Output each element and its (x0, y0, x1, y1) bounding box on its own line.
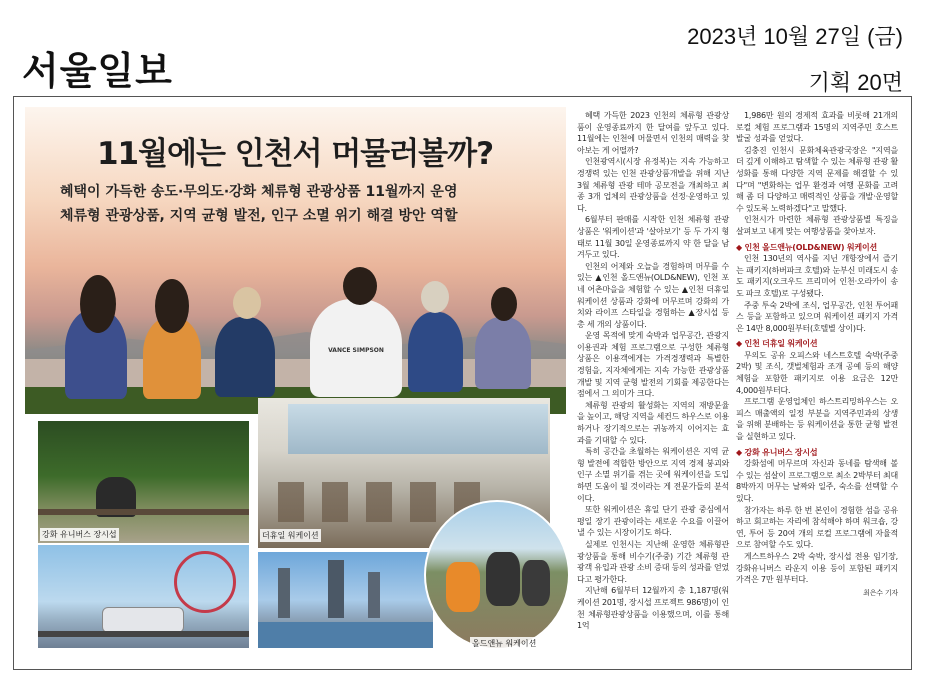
shirt-print: VANCE SIMPSON (328, 347, 384, 354)
masthead: 서울일보 (22, 49, 173, 93)
tower-3 (368, 572, 380, 618)
person-3 (215, 317, 275, 397)
byline: 최은수 기자 (863, 588, 898, 597)
tower-1 (278, 568, 290, 618)
text-column-1 (577, 110, 729, 632)
monorail (102, 607, 184, 633)
photo-ganghwa (38, 421, 249, 543)
paragraph: 운영 목적에 맞게 숙박과 업무공간, 관광지 이용권과 체험 프로그램으로 구성한 체류형 상품은 이용객에게는 가격경쟁력과 특별한 경험을, 지자체에게는 지속 가능한 관광상품 개발 및 지역 균형 발전의 기회를 제공한다는 점에서 그 의미가 크다. (577, 331, 729, 399)
subhead-line-1: 혜택이 가득한 송도·무의도·강화 체류형 관광상품 11월까지 운영 (60, 184, 458, 200)
canal (258, 622, 433, 648)
photo-oldnew (424, 500, 570, 650)
photo-city-skyline (258, 552, 433, 648)
subhead-line-2: 체류형 관광상품, 지역 균형 발전, 인구 소멸 위기 해결 방안 역할 (60, 208, 458, 224)
paragraph: 게스트하우스 2박 숙박, 장시섭 전용 임기장, 강화유니버스 라운지 이용 등이 포함된 패키지 가격은 7만 원부터다. (736, 551, 898, 585)
section-heading-deorhyu: ◆ 인천 더휴일 워케이션 (736, 339, 818, 349)
headline: 11월에는 인천서 머물러볼까? (96, 136, 494, 172)
person-1-head (80, 275, 116, 333)
paragraph: 강화섬에 머무르며 자신과 동네를 탐색해 볼 수 있는 섬살이 프로그램으로 최소 2박부터 최대 8박까지 머무는 날짜와 일주, 숙소를 선택할 수 있다. (736, 459, 898, 503)
window-sea (288, 404, 548, 454)
paragraph: 김충진 인천시 문화체육관광국장은 "지역을 더 깊게 이해하고 탐색할 수 있는 체류형 관광 활성화를 통해 다양한 지역 문제를 해결할 수 있다"며 "변화하는 업무 환경과 여행 문화를 고려해 좀 더 다양하고 매력적인 상품을 개발·운영할 수 있도록 노력하겠다"고 말했다. (736, 145, 898, 213)
tower-2 (328, 560, 344, 618)
person-4-head (343, 267, 377, 305)
worker-1 (446, 562, 480, 612)
worker-2 (486, 552, 520, 606)
paragraph: 참가자는 하루 한 번 본인이 경험한 섬을 공유하고 회고하는 자리에 참석해야 하며 워크숍, 강연, 투어 등 20여 개의 로컬 프로그램에 자율적으로 참여할 수도 있다. (736, 505, 898, 550)
worker-3 (522, 560, 550, 606)
paragraph: 인천의 어제와 오늘을 경험하며 머무를 수 있는 ▲인천 올드앤뉴(OLD&NEW), 인천 포네 어촌마을을 체험할 수 있는 ▲인천 더휴일 워케이션 상품과 강화에 머무르며 강화의 가치와 라이프 스타일을 경험하는 ▲장시섭 등 총 세 개의 상품이다. (577, 261, 729, 329)
caption-deorhyu: 더휴일 워케이션 (262, 531, 319, 540)
paragraph: 인천 130년의 역사를 지닌 개항장에서 즐기는 패키지(하버파크 호텔)와 눈부신 미래도시 송도 패키지(오크우드 프리미어 인천·오라카이 송도 파크 호텔)로 구성됐다. (736, 254, 898, 298)
person-3-head (233, 287, 261, 319)
paragraph: 주중 투숙 2박에 조식, 업무공간, 인천 투어패스 등을 포함하고 있으며 워케이션 패키지 가격은 14만 8,000원부터(호텔별 상이)다. (736, 300, 898, 333)
paragraph: 무의도 공유 오피스와 네스트호텔 숙박(주중 2박) 및 조식, 갯벌체험과 조개 공예 등의 해양 체험을 포함한 패키지로 이용 요금은 12만 4,000원부터다. (736, 350, 898, 395)
person-5 (408, 312, 463, 392)
subhead (60, 180, 540, 228)
paragraph: 1,986만 원의 경제적 효과를 비롯해 21개의 로컬 체험 프로그램과 15명의 지역주민 호스트 발굴 성과를 얻었다. (736, 111, 898, 144)
paragraph: 실제로 인천시는 지난해 운영한 체류형관광상품을 통해 비수기(주중) 기간 체류형 관광객 유입과 관광 소비 증대 등의 성과를 얻었다고 평가한다. (577, 539, 729, 584)
section-heading-oldnew: ◆ 인천 올드앤뉴(OLD&NEW) 워케이션 (736, 242, 877, 252)
text-column-2 (736, 110, 898, 599)
ganghwa-rail (38, 509, 249, 515)
caption-oldnew: 올드앤뉴 워케이션 (472, 639, 537, 648)
section-page: 기획 20면 (808, 70, 903, 95)
person-5-head (421, 281, 449, 313)
ferris-wheel (174, 551, 236, 613)
paragraph: 지난해 6월부터 12월까지 총 1,187명(워케이션 201명, 장시섭 프로젝트 986명)이 인천 체류형관광상품을 이용했으며, 이를 통해 1억 (577, 586, 729, 631)
publication-date: 2023년 10월 27일 (금) (687, 24, 903, 49)
paragraph: 특히 공간을 초월하는 워케이션은 지역 균형 발전에 적합한 방안으로 지역 경제 붕괴와 인구 소멸 위기를 겪는 곳에 워케이션을 도입하면 도움이 될 것이라는 게 전문가들의 분석이다. (577, 447, 729, 503)
person-6 (475, 317, 531, 389)
section-heading-ganghwa: ◆ 강화 유니버스 장시섭 (736, 447, 818, 457)
paragraph: 또한 워케이션은 휴일 단기 관광 중심에서 평일 장기 관광이라는 새로운 수요를 이끌어낼 수 있는 시장이기도 하다. (577, 505, 729, 538)
paragraph: 프로그램 운영업체인 하스트리밍하우스는 오피스 매출액의 일정 부분을 지역주민과의 상생을 위해 분배하는 등 워케이션을 통한 균형 발전을 실현하고 있다. (736, 397, 898, 442)
paragraph: 6월부터 판매를 시작한 인천 체류형 관광상품은 '워케이션'과 '살아보기' 등 두 가지 형태로 11월 30일 운영종료까지 약 한 달을 남겨두고 있다. (577, 215, 729, 260)
paragraph: 인천시가 마련한 체류형 관광상품별 특징을 살펴보고 내게 맞는 여행상품을 찾아보자. (736, 215, 898, 236)
photo-seaside-city (38, 545, 249, 648)
paragraph: 혜택 가득한 2023 인천의 체류형 관광상품이 운영종료까지 한 달여를 앞두고 있다. 11월에는 인천에 머물면서 인천의 매력을 찾아보는 게 어떨까? (577, 111, 729, 155)
track (38, 631, 249, 637)
caption-ganghwa: 강화 유니버스 장시섭 (42, 530, 117, 539)
person-6-head (491, 287, 517, 321)
paragraph: 체류형 관광의 활성화는 지역의 재방문율을 높이고, 해당 지역을 세컨드 하우스로 이용하거나 장기적으로는 귀농까지 이어지는 효과를 기대할 수 있다. (577, 400, 729, 445)
paragraph: 인천광역시(시장 유정복)는 지속 가능하고 경쟁력 있는 인천 관광상품개발을 위해 지난 3월 체류형 관광 테마 공모전을 개최하고 최종 3개 업체의 관광상품을 선정·운영하고 있다. (577, 157, 729, 213)
person-2-head (155, 279, 189, 333)
